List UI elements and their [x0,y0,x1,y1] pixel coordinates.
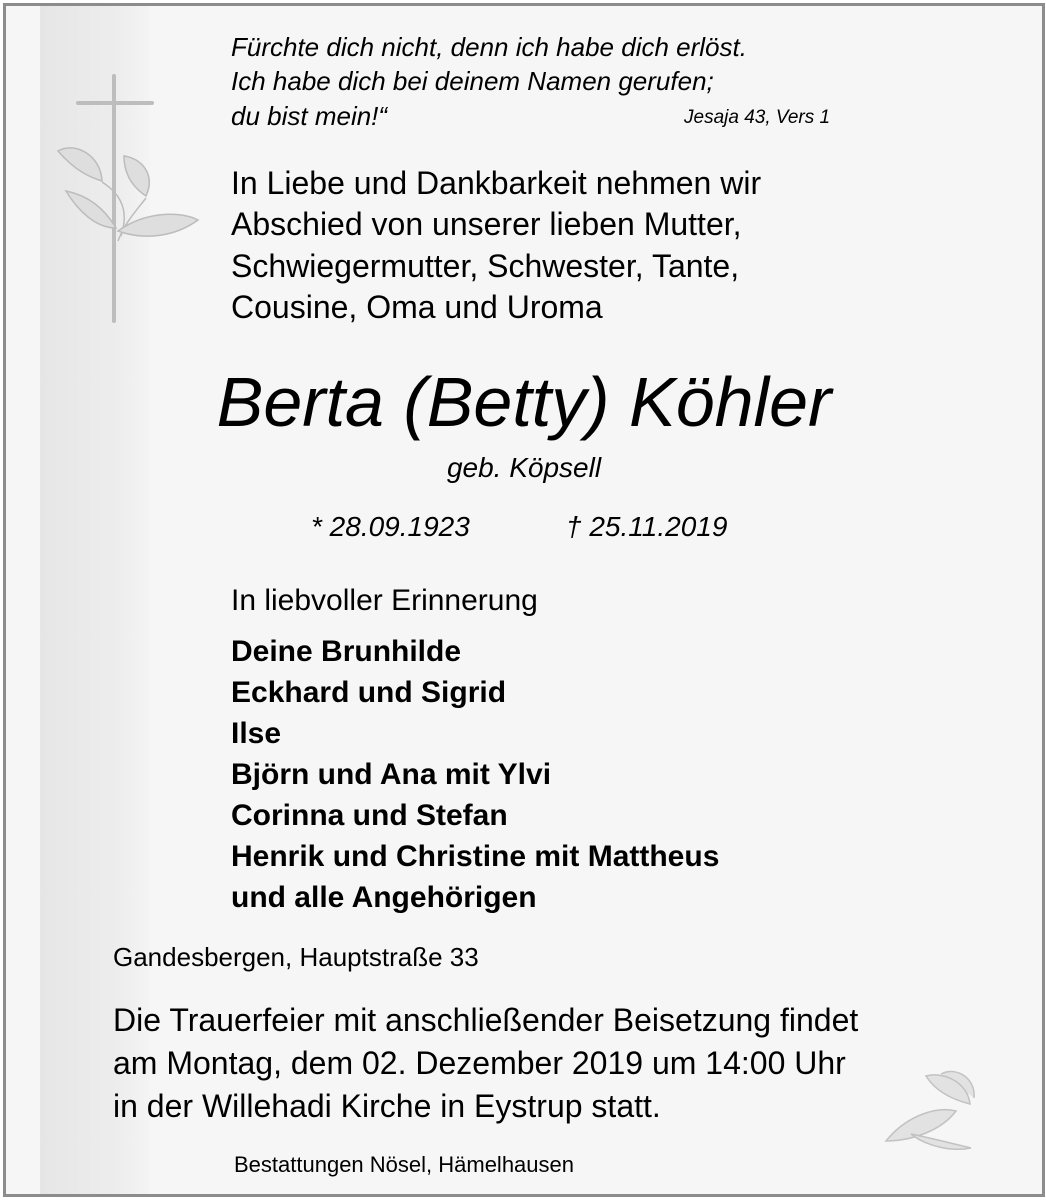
verse-line: Ich habe dich bei deinem Namen gerufen; [231,66,714,96]
birth-date: * 28.09.1923 [311,511,470,542]
mourner-line: und alle Angehörigen [231,881,537,914]
mourner-line: Henrik und Christine mit Mattheus [231,840,720,873]
deceased-name: Berta (Betty) Köhler [216,363,832,441]
cross-icon [78,76,152,321]
mourner-line: Björn und Ana mit Ylvi [231,758,552,791]
memory-line: In liebvoller Erinnerung [231,584,538,617]
intro-line: Abschied von unserer lieben Mutter, [231,206,742,242]
mourner-line: Corinna und Stefan [231,799,508,832]
mourner-line: Deine Brunhilde [231,635,462,668]
small-lily-icon [886,1071,974,1149]
service-line: in der Willehadi Kirche in Eystrup statt. [113,1088,661,1124]
verse-reference: Jesaja 43, Vers 1 [684,107,831,128]
mourner-line: Eckhard und Sigrid [231,676,507,709]
verse-line: Fürchte dich nicht, denn ich habe dich erlöst. [231,32,747,62]
death-date: † 25.11.2019 [566,511,728,542]
birth-name: geb. Köpsell [446,452,602,483]
intro-line: In Liebe und Dankbarkeit nehmen wir [231,165,762,201]
service-line: Die Trauerfeier mit anschließender Beisetzung findet [113,1002,859,1038]
undertaker: Bestattungen Nösel, Hämelhausen [234,1152,574,1177]
mourner-line: Ilse [231,717,282,750]
intro-line: Schwiegermutter, Schwester, Tante, [231,248,740,284]
intro-line: Cousine, Oma und Uroma [231,289,603,325]
obituary-card [3,3,1045,1197]
service-line: am Montag, dem 02. Dezember 2019 um 14:00 Uhr [113,1045,846,1081]
calla-lily-icon [58,148,198,241]
verse-line: du bist mein!“ [231,101,388,131]
address: Gandesbergen, Hauptstraße 33 [113,942,479,972]
